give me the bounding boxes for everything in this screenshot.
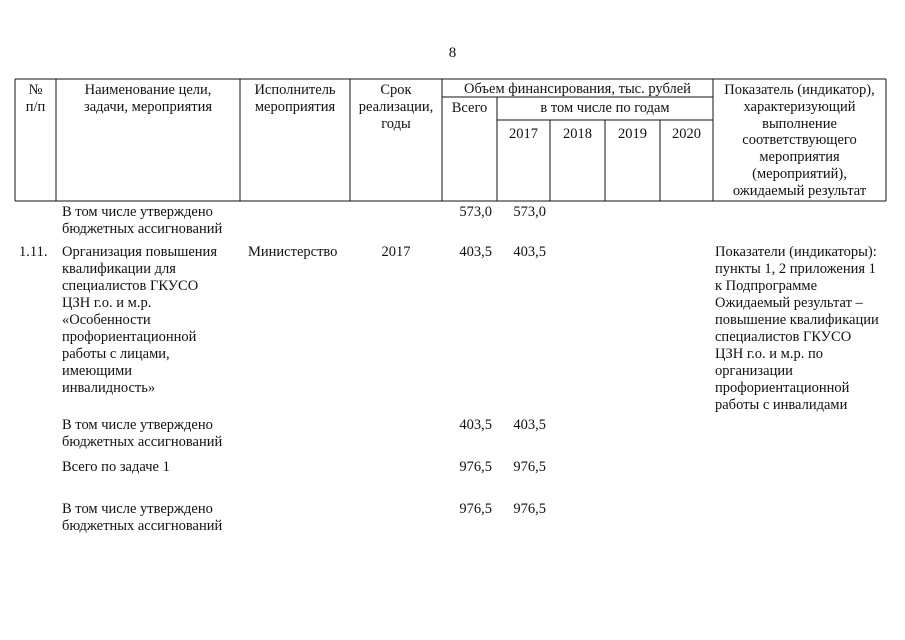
row-4-total: 976,5 — [459, 501, 492, 517]
header-year-2017: 2017 — [509, 126, 538, 142]
row-4-name: В том числе утверждено бюджетных ассигнований — [62, 501, 223, 534]
header-term: Срок реализации, годы — [358, 82, 434, 132]
header-name: Наименование цели, задачи, мероприятия — [83, 82, 212, 115]
row-2-2017: 403,5 — [513, 417, 546, 433]
page-number: 8 — [448, 45, 457, 61]
header-total: Всего — [451, 100, 488, 116]
row-2-name: В том числе утверждено бюджетных ассигнований — [62, 417, 223, 450]
row-3-2017: 976,5 — [513, 459, 546, 475]
row-0-2017: 573,0 — [513, 204, 546, 220]
header-year-2019: 2019 — [618, 126, 647, 142]
row-1-term: 2017 — [381, 244, 411, 260]
row-2-total: 403,5 — [459, 417, 492, 433]
row-1-indicator: Показатели (индикаторы): пункты 1, 2 приложения 1 к Подпрограмме Ожидаемый результат – повышение квалификации специалистов ГКУСО ЦЗН г.о. и м.р. по организации профориентационной работы с инвалидами — [715, 244, 879, 413]
row-0-name: В том числе утверждено бюджетных ассигнований — [62, 204, 223, 237]
header-executor: Исполнитель мероприятия — [254, 82, 336, 115]
row-4-2017: 976,5 — [513, 501, 546, 517]
header-by-years: в том числе по годам — [540, 100, 670, 116]
row-1-name: Организация повышения квалификации для специалистов ГКУСО ЦЗН г.о. и м.р. «Особенности профориентационной работы с лицами, имеющими инвалидность» — [62, 244, 217, 396]
row-1-executor: Министерство — [248, 244, 338, 260]
row-3-total: 976,5 — [459, 459, 492, 475]
header-indicator: Показатель (индикатор), характеризующий выполнение соответствующего мероприятия (мероприятий), ожидаемый результат — [724, 82, 875, 199]
header-funding: Объем финансирования, тыс. рублей — [464, 81, 691, 97]
row-1-2017: 403,5 — [513, 244, 546, 260]
row-1-num: 1.11. — [19, 244, 48, 260]
header-num: № п/п — [25, 82, 46, 115]
row-3-name: Всего по задаче 1 — [62, 459, 170, 475]
header-year-2020: 2020 — [672, 126, 701, 142]
row-1-total: 403,5 — [459, 244, 492, 260]
header-year-2018: 2018 — [563, 126, 592, 142]
row-0-total: 573,0 — [459, 204, 492, 220]
